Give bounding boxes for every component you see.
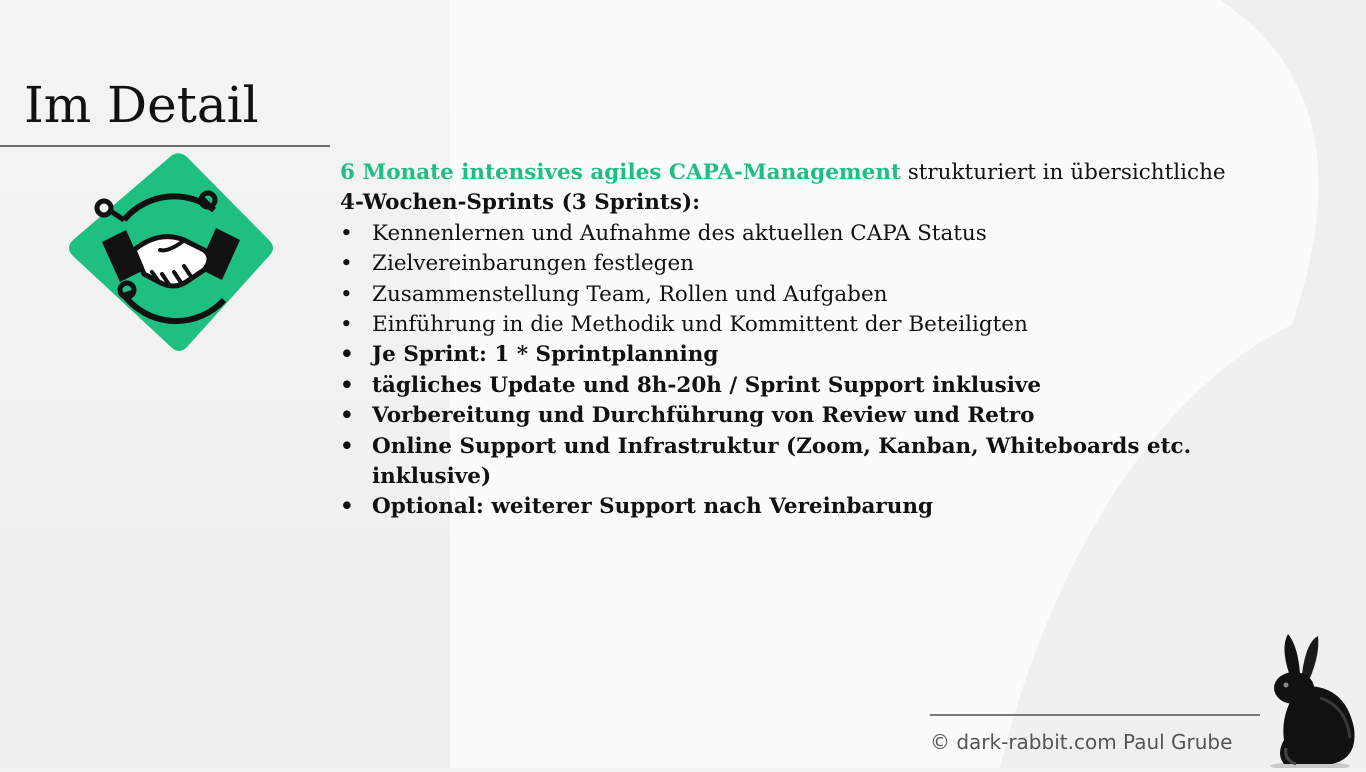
bullet-text: Je Sprint: 1 * Sprintplanning (372, 342, 719, 368)
bullet-glyph: • (340, 403, 354, 429)
bullet-text: tägliches Update und 8h-20h / Sprint Support inklusive (372, 372, 1042, 398)
bullet-glyph: • (340, 433, 354, 459)
slide-title: Im Detail (24, 76, 259, 134)
intro-line-2: 4-Wochen-Sprints (3 Sprints): (340, 190, 701, 216)
bullet-glyph: • (340, 251, 353, 277)
bullet-text: Vorbereitung und Durchführung von Review und Retro (372, 403, 1035, 429)
bullet-text: Online Support und Infrastruktur (Zoom, Kanban, Whiteboards etc. inklusive) (372, 433, 1192, 490)
bullet-glyph: • (340, 342, 354, 368)
bullet-glyph: • (340, 372, 354, 398)
bullet-text: Kennenlernen und Aufnahme des aktuellen CAPA Status (372, 220, 987, 246)
rabbit-logo (1250, 628, 1366, 768)
bullet-glyph: • (340, 220, 353, 246)
bullet-item (340, 280, 1240, 310)
bullet-glyph: • (340, 312, 353, 338)
content-block (340, 158, 1240, 523)
bullet-list (340, 219, 1240, 523)
bullet-item (340, 432, 1240, 493)
bullet-text: Einführung in die Methodik und Kommittent der Beteiligten (372, 312, 1028, 338)
bullet-item (340, 371, 1240, 401)
bullet-item (340, 249, 1240, 279)
bullet-item (340, 401, 1240, 431)
footer-divider (930, 714, 1260, 716)
intro-rest-text: strukturiert in übersichtliche (900, 160, 1226, 185)
bullet-glyph: • (340, 281, 353, 307)
title-divider (0, 145, 330, 147)
bullet-item (340, 492, 1240, 522)
bullet-item (340, 219, 1240, 249)
bullet-item (340, 340, 1240, 370)
bullet-glyph: • (340, 494, 354, 520)
bullet-text: Zusammenstellung Team, Rollen und Aufgaben (372, 281, 888, 307)
intro-line (340, 158, 1240, 188)
bullet-text: Optional: weiterer Support nach Vereinbarung (372, 494, 933, 520)
bullet-item (340, 310, 1240, 340)
bullet-text: Zielvereinbarungen festlegen (372, 251, 695, 277)
handshake-icon (64, 150, 278, 356)
intro-accent-text: 6 Monate intensives agiles CAPA-Management (340, 160, 901, 185)
footer-copyright: © dark-rabbit.com Paul Grube (930, 730, 1233, 754)
